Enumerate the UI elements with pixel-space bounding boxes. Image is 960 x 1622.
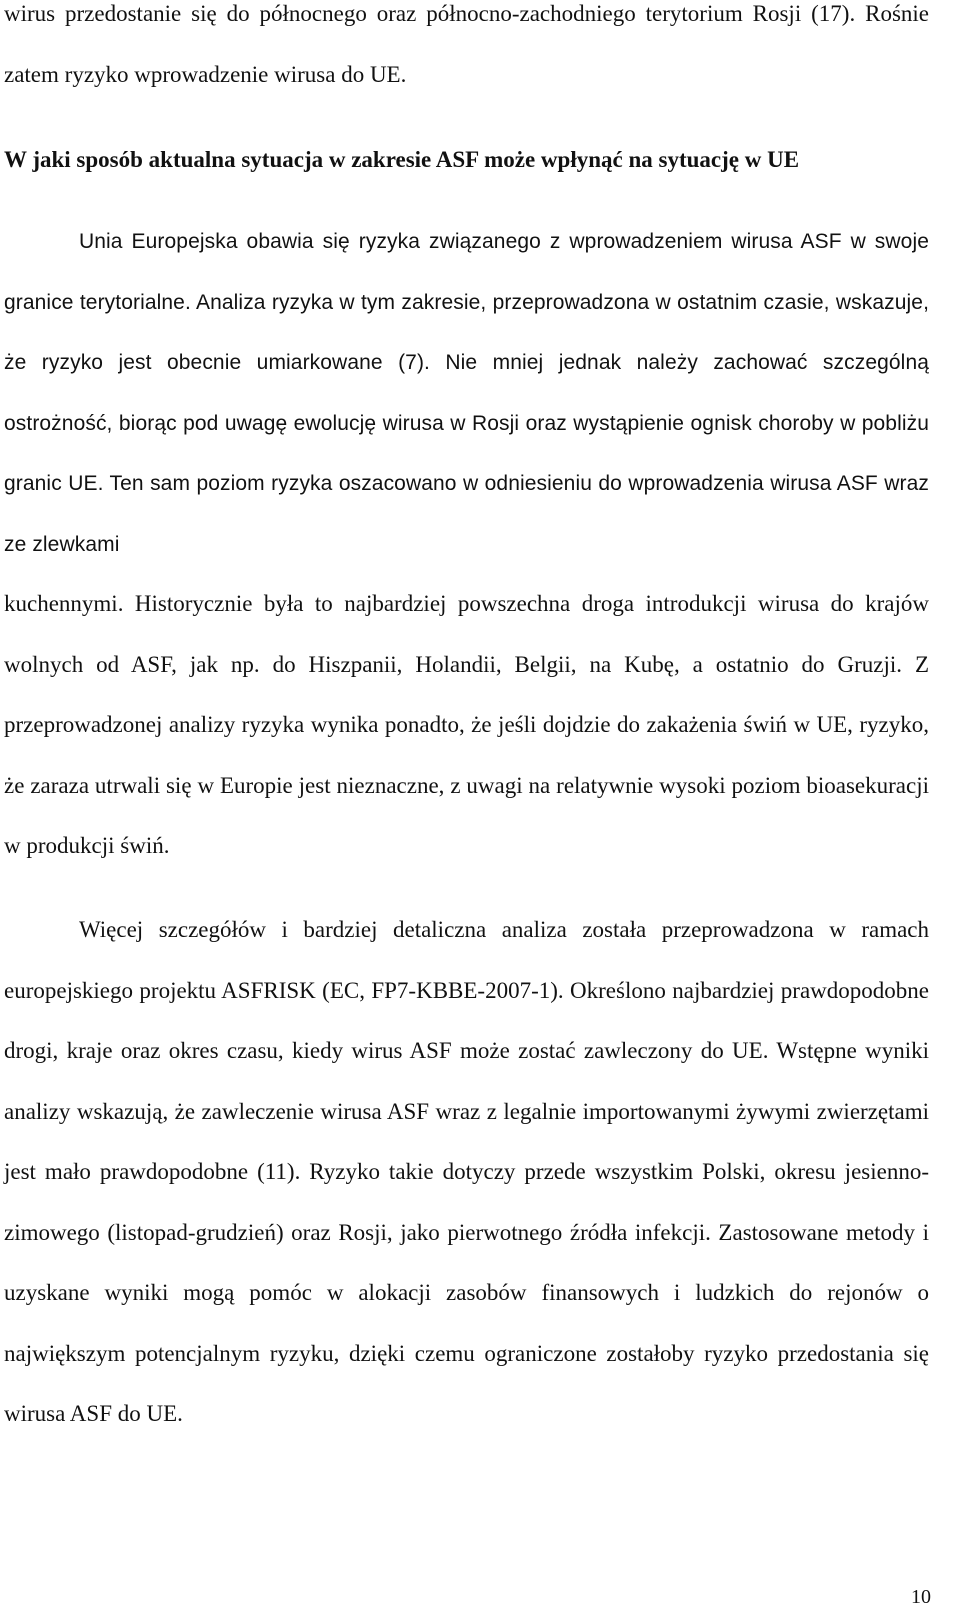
page-number: 10 [911,1586,931,1608]
section-heading: W jaki sposób aktualna sytuacja w zakresie ASF może wpłynąć na sytuację w UE [4,147,800,172]
risk-paragraph-sans: Unia Europejska obawia się ryzyka związanego z wprowadzeniem wirusa ASF w swoje granice terytorialne. Analiza ryzyka w tym zakresie, przeprowadzona w ostatnim czasie, wskazuje, że ryzyko jest obecnie umiarkowane (7). Nie mniej jednak należy zachować szczególną ostrożność, biorąc pod uwagę ewolucję wirusa w Rosji oraz wystąpienie ognisk choroby w pobliżu granic UE. Ten sam poziom ryzyka oszacowano w odniesieniu do wprowadzenia wirusa ASF wraz ze zlewkami [4,230,929,556]
asfrisk-paragraph: Więcej szczegółów i bardziej detaliczna analiza została przeprowadzona w ramach europejskiego projektu ASFRISK (EC, FP7-KBBE-2007-1). Określono najbardziej prawdopodobne drogi, kraje oraz okres czasu, kiedy wirus ASF może zostać zawleczony do UE. Wstępne wyniki analizy wskazują, że zawleczenie wirusa ASF wraz z legalnie importowanymi żywymi zwierzętami jest mało prawdopodobne (11). Ryzyko takie dotyczy przede wszystkim Polski, okresu jesienno-zimowego (listopad-grudzień) oraz Rosji, jako pierwotnego źródła infekcji. Zastosowane metody i uzyskane wyniki mogą pomóc w alokacji zasobów finansowych i ludzkich do rejonów o największym potencjalnym ryzyku, dzięki czemu ograniczone zostałoby ryzyko przedostania się wirusa ASF do UE. [4,917,929,1426]
intro-paragraph: wirus przedostanie się do północnego oraz północno-zachodniego terytorium Rosji (17). Rośnie zatem ryzyko wprowadzenie wirusa do UE. [4,1,929,87]
risk-paragraph-serif: kuchennymi. Historycznie była to najbardziej powszechna droga introdukcji wirusa do krajów wolnych od ASF, jak np. do Hiszpanii, Holandii, Belgii, na Kubę, a ostatnio do Gruzji. Z przeprowadzonej analizy ryzyka wynika ponadto, że jeśli dojdzie do zakażenia świń w UE, ryzyko, że zaraza utrwali się w Europie jest nieznaczne, z uwagi na relatywnie wysoki poziom bioasekuracji w produkcji świń. [4,591,929,858]
